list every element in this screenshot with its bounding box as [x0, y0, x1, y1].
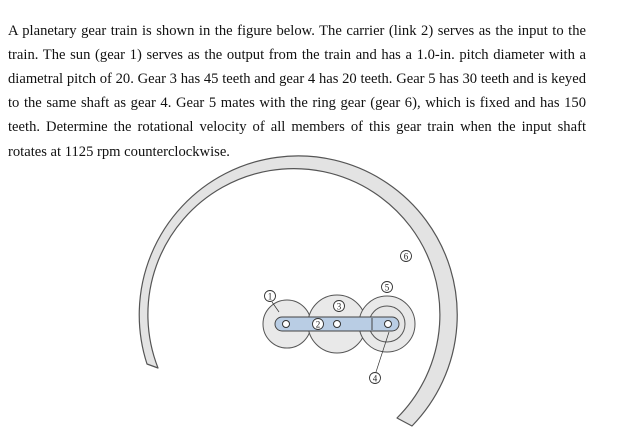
label-5: 5 — [384, 282, 390, 293]
label-2: 2 — [315, 319, 321, 330]
ring-gear-6 — [139, 156, 457, 426]
gear3-pin — [334, 321, 341, 328]
problem-statement: A planetary gear train is shown in the figure below. The carrier (link 2) serves as the input to the train. The sun (gear 1) serves as the output from the train and has a 1.0-in. pitch diameter with a diametral pitch of 20. Gear 3 has 45 teeth and gear 4 has 20 teeth. Gear 5 has 30 teeth and is keyed to the same shaft as gear 4. Gear 5 mates with the ring gear (gear 6), which is fixed and has 150 teeth. Determine the rotational velocity of all members of this gear train when the input shaft rotates at 1125 rpm counterclockwise. — [8, 22, 586, 160]
sun-shaft — [283, 321, 290, 328]
label-4: 4 — [372, 373, 378, 384]
gear45-pin — [385, 321, 392, 328]
label-6: 6 — [403, 251, 409, 262]
label-3: 3 — [336, 301, 342, 312]
label-1: 1 — [267, 291, 273, 302]
